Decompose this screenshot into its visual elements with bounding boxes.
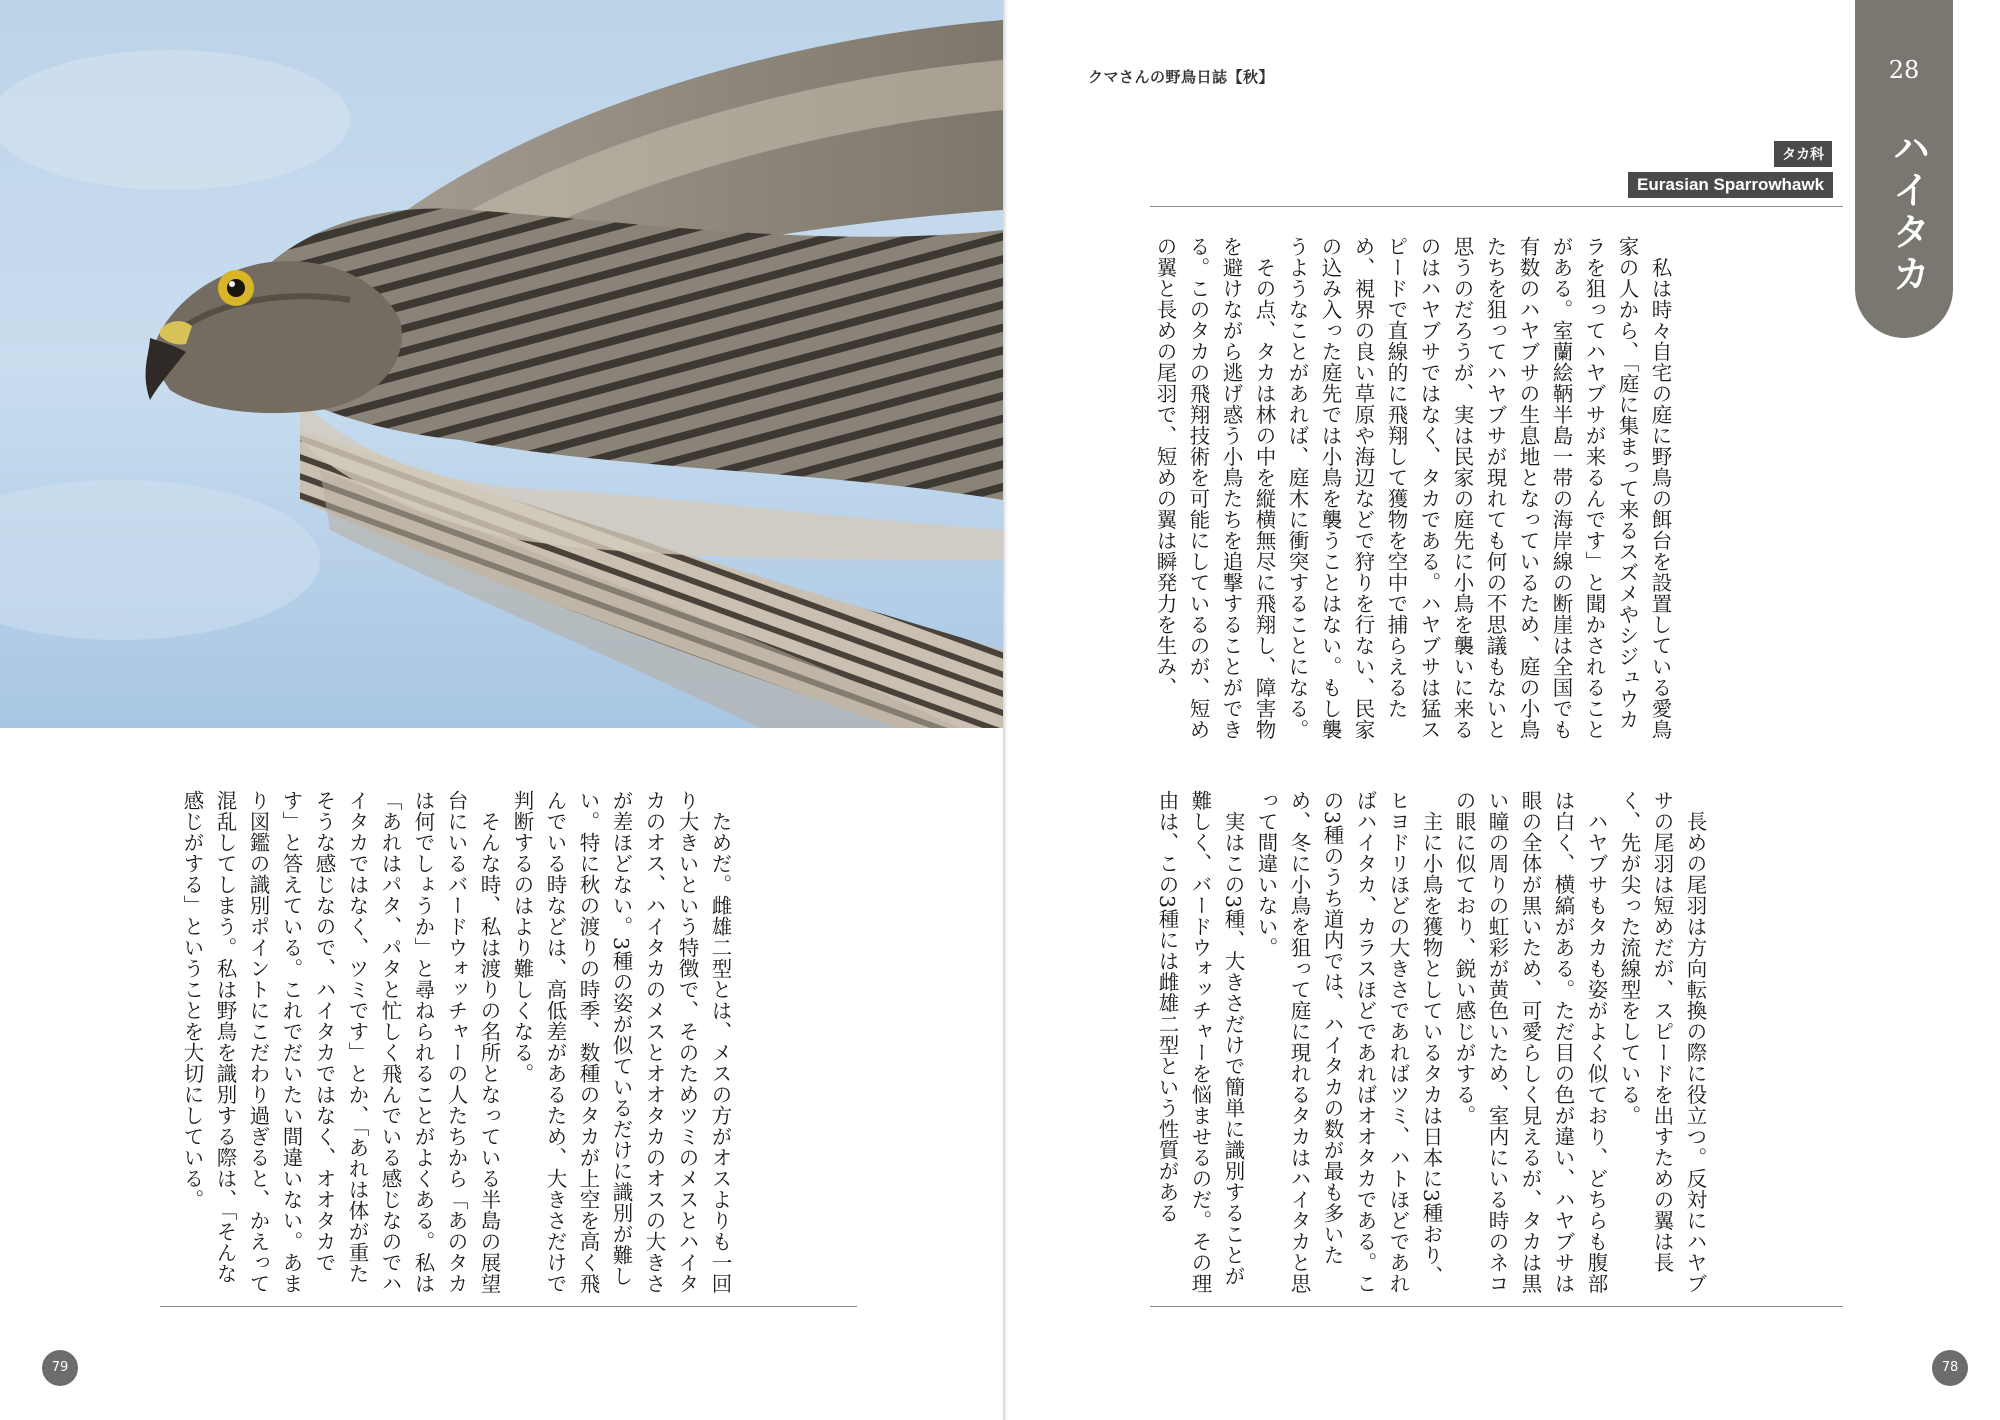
- right-top-rule: [1150, 206, 1843, 207]
- right-page-top-text: [1148, 236, 1676, 746]
- right-top-paragraph-1: 私は時々自宅の庭に野鳥の餌台を設置している愛鳥家の人から、「庭に集まって来るスズメやシジュウカラを狙ってハヤブサが来るんです」と聞かされることがある。室蘭絵鞆半島一帯の海岸線の断崖は全国でも有数のハヤブサの生息地となっているため、庭の小鳥たちを狙ってハヤブサが現れても何の不思議もないと思うのだろうが、実は民家の庭先に小鳥を襲いに来るのはハヤブサではなく、タカである。ハヤブサは猛スピードで直線的に飛翔して獲物を空中で捕らえるため、視界の良い草原や海辺などで狩りを行ない、民家の込み入った庭先では小鳥を襲うことはない。もし襲うようなことがあれば、庭木に衝突することになる。: [1285, 236, 1672, 740]
- right-bottom-paragraph-2: ハヤブサもタカも姿がよく似ており、どちらも腹部は白く、横縞がある。ただ目の色が違い、ハヤブサは眼の全体が黒いため、可愛らしく見えるが、タカは黒い瞳の周りの虹彩が黄色いため、室内にいる時のネコの眼に似ており、鋭い感じがする。: [1452, 790, 1608, 1294]
- page-number-right: 78: [1932, 1350, 1968, 1386]
- sparrowhawk-photo: [0, 0, 1003, 728]
- right-page-bottom-text: [1150, 790, 1711, 1300]
- chapter-title: ハイタカ: [1886, 128, 1930, 296]
- right-bottom-paragraph-4: 実はこの3種、大きさだけで簡単に識別することが難しく、バードウォッチャーを悩ませるのだ。その理由は、この3種には雌雄二型という性質がある: [1155, 790, 1245, 1294]
- sparrowhawk-illustration: [0, 0, 1003, 728]
- right-bottom-rule: [1150, 1306, 1843, 1307]
- chapter-number: 28: [1888, 56, 1920, 84]
- family-tag: タカ科: [1774, 141, 1832, 167]
- right-top-paragraph-2: その点、タカは林の中を縦横無尽に飛翔し、障害物を避けながら逃げ惑う小鳥たちを追撃することができる。このタカの飛翔技術を可能にしているのが、短めの翼と長めの尾羽で、短めの翼は瞬発力を生み、: [1153, 236, 1276, 740]
- running-head: クマさんの野鳥日誌【秋】: [1088, 68, 1275, 86]
- right-bottom-paragraph-1: 長めの尾羽は方向転換の際に役立つ。反対にハヤブサの尾羽は短めだが、スピードを出すための翼は長く、先が尖った流線型をしている。: [1617, 790, 1707, 1294]
- left-page-text-block: [175, 790, 736, 1300]
- english-name-tag: Eurasian Sparrowhawk: [1628, 172, 1833, 198]
- left-paragraph-2: そんな時、私は渡りの名所となっている半島の展望台にいるバードウォッチャーの人たちから「あのタカは何でしょうか」と尋ねられることがよくある。私は「あれはパタ、パタと忙しく飛んでいる感じなのでハイタカではなく、ツミです」とか、「あれは体が重たそうな感じなので、ハイタカではなく、オオタカです」と答えている。これでだいたい間違いない。あまり図鑑の識別ポイントにこだわり過ぎると、かえって混乱してしまう。私は野鳥を識別する際は、「そんな感じがする」ということを大切にしている。: [180, 790, 501, 1294]
- left-paragraph-1: ためだ。雌雄二型とは、メスの方がオスよりも一回り大きいという特徴で、そのためツミのメスとハイタカのオス、ハイタカのメスとオオタカのオスの大きさが差ほどない。3種の姿が似ているだけに識別が難しい。特に秋の渡りの時季、数種のタカが上空を高く飛んでいる時などは、高低差があるため、大きさだけで判断するのはより難しくなる。: [510, 790, 732, 1294]
- chapter-tab: [1855, 0, 1953, 338]
- page-number-left: 79: [42, 1350, 78, 1386]
- left-bottom-rule: [160, 1306, 857, 1307]
- right-bottom-paragraph-3: 主に小鳥を獲物としているタカは日本に3種おり、ヒヨドリほどの大きさであればツミ、ハトほどであればハイタカ、カラスほどであればオオタカである。この3種のうち道内では、ハイタカの数が最も多いため、冬に小鳥を狙って庭に現れるタカはハイタカと思って間違いない。: [1254, 790, 1443, 1294]
